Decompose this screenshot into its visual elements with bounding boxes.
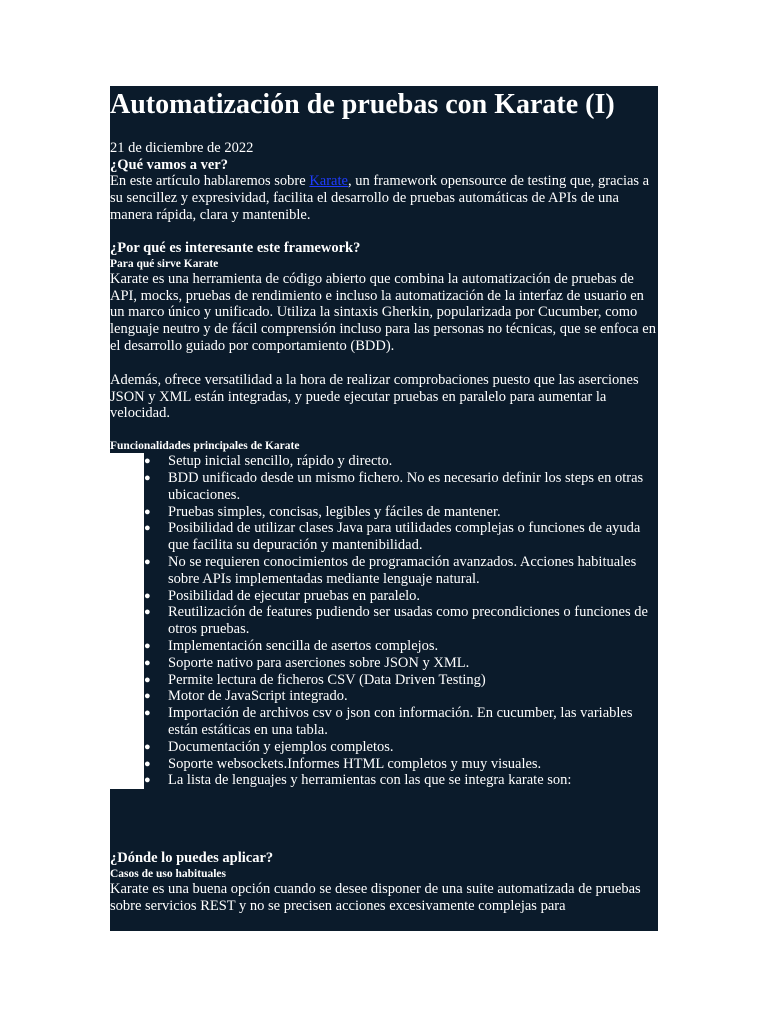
features-list-wrapper [110, 453, 658, 789]
paragraph-versatility: Además, ofrece versatilidad a la hora de realizar comprobaciones puesto que las aserciones JSON y XML están integradas, y puede ejecutar pruebas en paralelo para aumentar la velocidad. [110, 371, 639, 422]
feature-text: Documentación y ejemplos completos. [168, 738, 394, 755]
subheading-funcionalidades: Funcionalidades principales de Karate [110, 440, 300, 453]
feature-text: Soporte websockets.Informes HTML completos y muy visuales. [168, 755, 542, 772]
bullet-icon: ● [144, 656, 151, 669]
bullet-icon: ● [144, 707, 151, 720]
feature-text: Pruebas simples, concisas, legibles y fáciles de mantener. [168, 503, 501, 520]
feature-text: Posibilidad de utilizar clases Java para utilidades complejas o funciones de ayuda que facilita su depuración y mantenibilidad. [168, 520, 641, 554]
bullet-icon: ● [144, 757, 151, 770]
feature-text: Reutilización de features pudiendo ser usadas como precondiciones o funciones de otros pruebas. [168, 604, 648, 638]
bullet-icon: ● [144, 522, 151, 535]
bullet-icon: ● [144, 455, 151, 468]
karate-link[interactable]: Karate [309, 173, 348, 189]
feature-text: No se requieren conocimientos de programación avanzados. Acciones habituales sobre APIs implementadas mediante lenguaje natural. [168, 554, 637, 587]
section-heading-donde-aplicar: ¿Dónde lo puedes aplicar? [110, 850, 274, 867]
feature-list-item [144, 738, 658, 756]
section-heading-por-que: ¿Por qué es interesante este framework? [110, 240, 361, 257]
feature-text: Importación de archivos csv o json con información. En cucumber, las variables están estáticas en una tabla. [168, 705, 633, 739]
article-date: 21 de diciembre de 2022 [110, 140, 254, 156]
feature-list-item [144, 654, 658, 672]
article-title: Automatización de pruebas con Karate (I) [110, 89, 615, 120]
feature-text: Setup inicial sencillo, rápido y directo. [168, 453, 393, 470]
feature-text: Motor de JavaScript integrado. [168, 688, 348, 705]
feature-text: La lista de lenguajes y herramientas con las que se integra karate son: [168, 772, 572, 789]
bullet-icon: ● [144, 640, 151, 653]
feature-list-item [144, 638, 658, 655]
intro-text-after: , un framework opensource de testing que, gracias a su sencillez y expresividad, facilita el desarrollo de pruebas automáticas de APIs de una manera rápida, clara y mantenible. [110, 173, 650, 223]
feature-text: Soporte nativo para aserciones sobre JSON y XML. [168, 654, 470, 671]
section-heading-que-vamos-a-ver: ¿Qué vamos a ver? [110, 156, 228, 173]
feature-list-item [144, 671, 658, 689]
feature-text: Permite lectura de ficheros CSV (Data Driven Testing) [168, 671, 486, 688]
bullet-icon: ● [144, 774, 151, 787]
feature-list-item [144, 755, 658, 773]
subheading-para-que-sirve: Para qué sirve Karate [110, 257, 219, 270]
feature-list-item [144, 520, 658, 554]
feature-list-item [144, 470, 658, 504]
feature-list-item [144, 772, 658, 789]
subheading-casos-de-uso: Casos de uso habituales [110, 867, 226, 880]
feature-list-item [144, 503, 658, 521]
paragraph-description: Karate es una herramienta de código abierto que combina la automatización de pruebas de API, mocks, pruebas de rendimiento e incluso la automatización de la interfaz de usuario en un marco único y unificado. Utiliza la sintaxis Gherkin, popularizada por Cucumber, como lenguaje neutro y de fácil comprensión incluso para las personas no técnicas, que se enfoca en el desarrollo guiado por comportamiento (BDD). [110, 270, 656, 355]
feature-list-item [144, 688, 658, 705]
intro-text-before: En este artículo hablaremos sobre [110, 173, 310, 189]
feature-list-item [144, 587, 658, 605]
bullet-icon: ● [144, 673, 151, 686]
feature-list-item [144, 604, 658, 638]
feature-list-item [144, 453, 658, 470]
bullet-icon: ● [144, 472, 151, 485]
bullet-icon: ● [144, 690, 151, 703]
bullet-icon: ● [144, 589, 151, 602]
intro-paragraph [110, 173, 658, 223]
feature-text: Implementación sencilla de asertos complejos. [168, 638, 439, 655]
bullet-icon: ● [144, 740, 151, 753]
bullet-icon: ● [144, 606, 151, 619]
article-panel [110, 86, 658, 931]
bullet-icon: ● [144, 556, 151, 569]
feature-text: Posibilidad de ejecutar pruebas en paralelo. [168, 587, 421, 604]
bullet-icon: ● [144, 505, 151, 518]
feature-text: BDD unificado desde un mismo fichero. No es necesario definir los steps en otras ubicaciones. [168, 470, 644, 503]
feature-list-item [144, 554, 658, 588]
paragraph-use-cases: Karate es una buena opción cuando se desee disponer de una suite automatizada de pruebas sobre servicios REST y no se precisen acciones excesivamente complejas para [110, 880, 641, 914]
features-list [110, 453, 658, 789]
feature-list-item [144, 705, 658, 739]
